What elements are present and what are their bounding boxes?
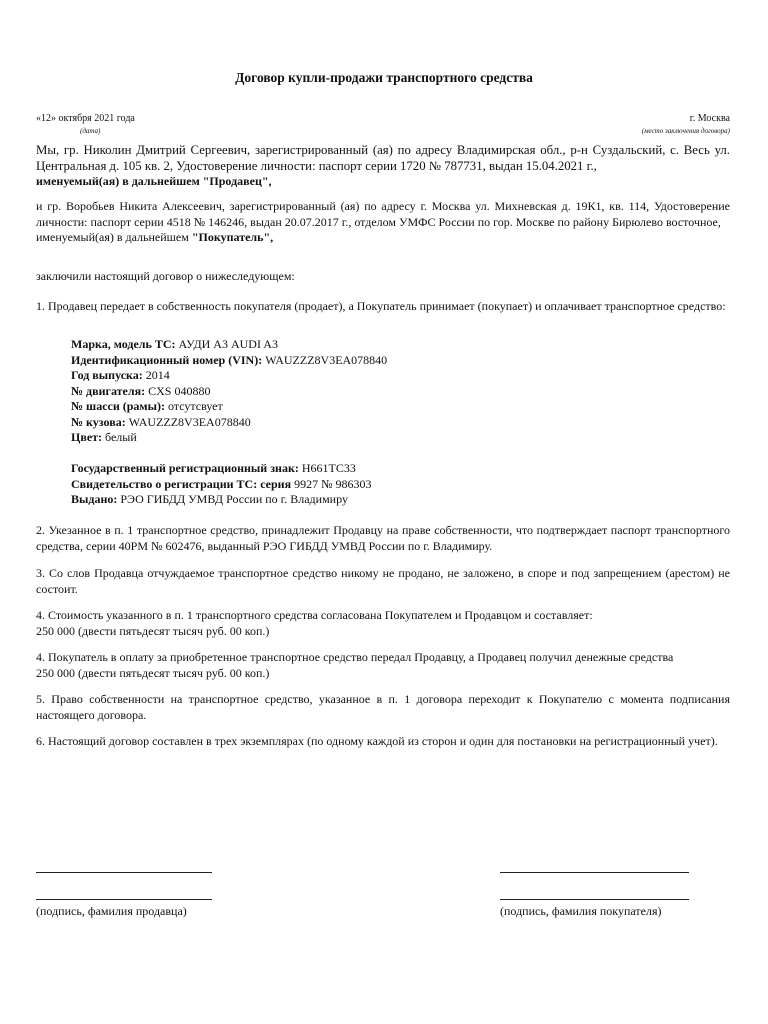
issued-value: РЭО ГИБДД УМВД России по г. Владимиру [117,492,348,506]
cert-value: 9927 № 986303 [291,476,372,491]
year-value: 2014 [142,368,170,382]
year-label: Год выпуска: [71,368,143,382]
issued-label: Выдано: [71,492,118,506]
clause-4b-line2: 250 000 (двести пятьдесят тысяч руб. 00 коп.) [36,665,270,680]
make-value: АУДИ А3 AUDI A3 [175,337,278,351]
clause-6: 6. Настоящий договор составлен в трех экземплярах (по одному каждой из сторон и один для постановки на регистрационный учет). [36,734,718,748]
vehicle-details [71,337,387,508]
intro-text: заключили настоящий договор о нижеследующем: [36,269,295,283]
engine-value: CXS 040880 [145,383,211,398]
seller-details: Мы, гр. Николин Дмитрий Сергеевич, зарегистрированный (ая) по адресу Владимирская обл., р-н Суздальский, с. Весь ул. Центральная д. 105 кв. 2, Удостоверение личности: паспорт серии 1720 № 787731, выдан 15.04.2021 г., [36,143,730,173]
buyer-signature-line-1 [500,872,689,873]
chassis-label: № шасси (рамы): [71,399,165,413]
seller-designation: именуемый(ая) в дальнейшем "Продавец", [36,174,272,188]
buyer-signature-line-2 [500,899,689,900]
vehicle-body [71,415,387,431]
place-caption: (место заключения договора) [641,127,730,135]
vin-value: WAUZZZ8V3EA078840 [262,352,388,367]
body-label: № кузова: [71,414,126,429]
date-caption: (дата) [80,127,101,135]
contract-date: «12» октября 2021 года [36,113,135,124]
clause-4b-line1: 4. Покупатель в оплату за приобретенное транспортное средство передал Продавцу, а Продавец получил денежные средства [36,650,674,664]
color-label: Цвет: [71,430,103,444]
buyer-designation-prefix: именуемый(ая) в дальнейшем [36,230,192,244]
document-title: Договор купли-продажи транспортного средства [235,70,533,85]
vehicle-chassis [71,399,387,415]
clause-2: 2. Укезанное в п. 1 транспортное средство, принадлежит Продавцу на праве собственности, что подтверждает паспорт транспортного средства, серии 40РМ № 602476, выданный РЭО ГИБДД УМВД России по г. Владимиру. [36,523,730,553]
clause-4a-line2: 250 000 (двести пятьдесят тысяч руб. 00 коп.) [36,623,270,638]
seller-signature-line-1 [36,872,212,873]
vehicle-make [71,337,387,353]
buyer-paragraph [36,199,730,246]
vehicle-plate [71,461,387,477]
chassis-value: отсутсвует [164,399,223,413]
buyer-signature-caption: (подпись, фамилия покупателя) [500,904,662,918]
clause-4b [36,650,730,681]
plate-label: Государственный регистрационный знак: [71,461,299,475]
engine-label: № двигателя: [71,383,146,398]
vehicle-color [71,430,387,446]
color-value: белый [102,430,137,444]
clause-1: 1. Продавец передает в собственность покупателя (продает), а Покупатель принимает (покупает) и оплачивает транспортное средство: [36,299,726,313]
body-value: WAUZZZ8V3EA078840 [125,414,251,429]
buyer-details: и гр. Воробьев Никита Алексеевич, зарегистрированный (ая) по адресу г. Москва ул. Михневская д. 19К1, кв. 114, Удостоверение личности: паспорт серии 4518 № 146246, выдан 20.07.2017 г., отделом УМФС России по гор. Москве по району Бирюлево восточное, [36,199,730,229]
make-label: Марка, модель ТС: [71,337,176,351]
vehicle-issued [71,492,387,508]
plate-value: Н661ТС33 [298,461,356,475]
vehicle-cert [71,477,387,493]
contract-place: г. Москва [689,113,730,124]
vehicle-year [71,368,387,384]
seller-signature-caption: (подпись, фамилия продавца) [36,904,187,918]
clause-4a [36,608,730,639]
buyer-designation: "Покупатель", [191,230,274,244]
seller-paragraph [36,142,730,190]
clause-5: 5. Право собственности на транспортное средство, указанное в п. 1 договора переходит к Покупателю с момента подписания настоящего договора. [36,692,730,722]
vehicle-vin [71,353,387,369]
vin-label: Идентификационный номер (VIN): [71,352,263,367]
cert-label: Свидетельство о регистрации ТС: серия [71,476,292,491]
vehicle-engine [71,384,387,400]
seller-signature-line-2 [36,899,212,900]
clause-4a-line1: 4. Стоимость указанного в п. 1 транспортного средства согласована Покупателем и Продавцом и составляет: [36,608,593,622]
clause-3: 3. Со слов Продавца отчуждаемое транспортное средство никому не продано, не заложено, в споре и под запрещением (арестом) не состоит. [36,566,730,596]
